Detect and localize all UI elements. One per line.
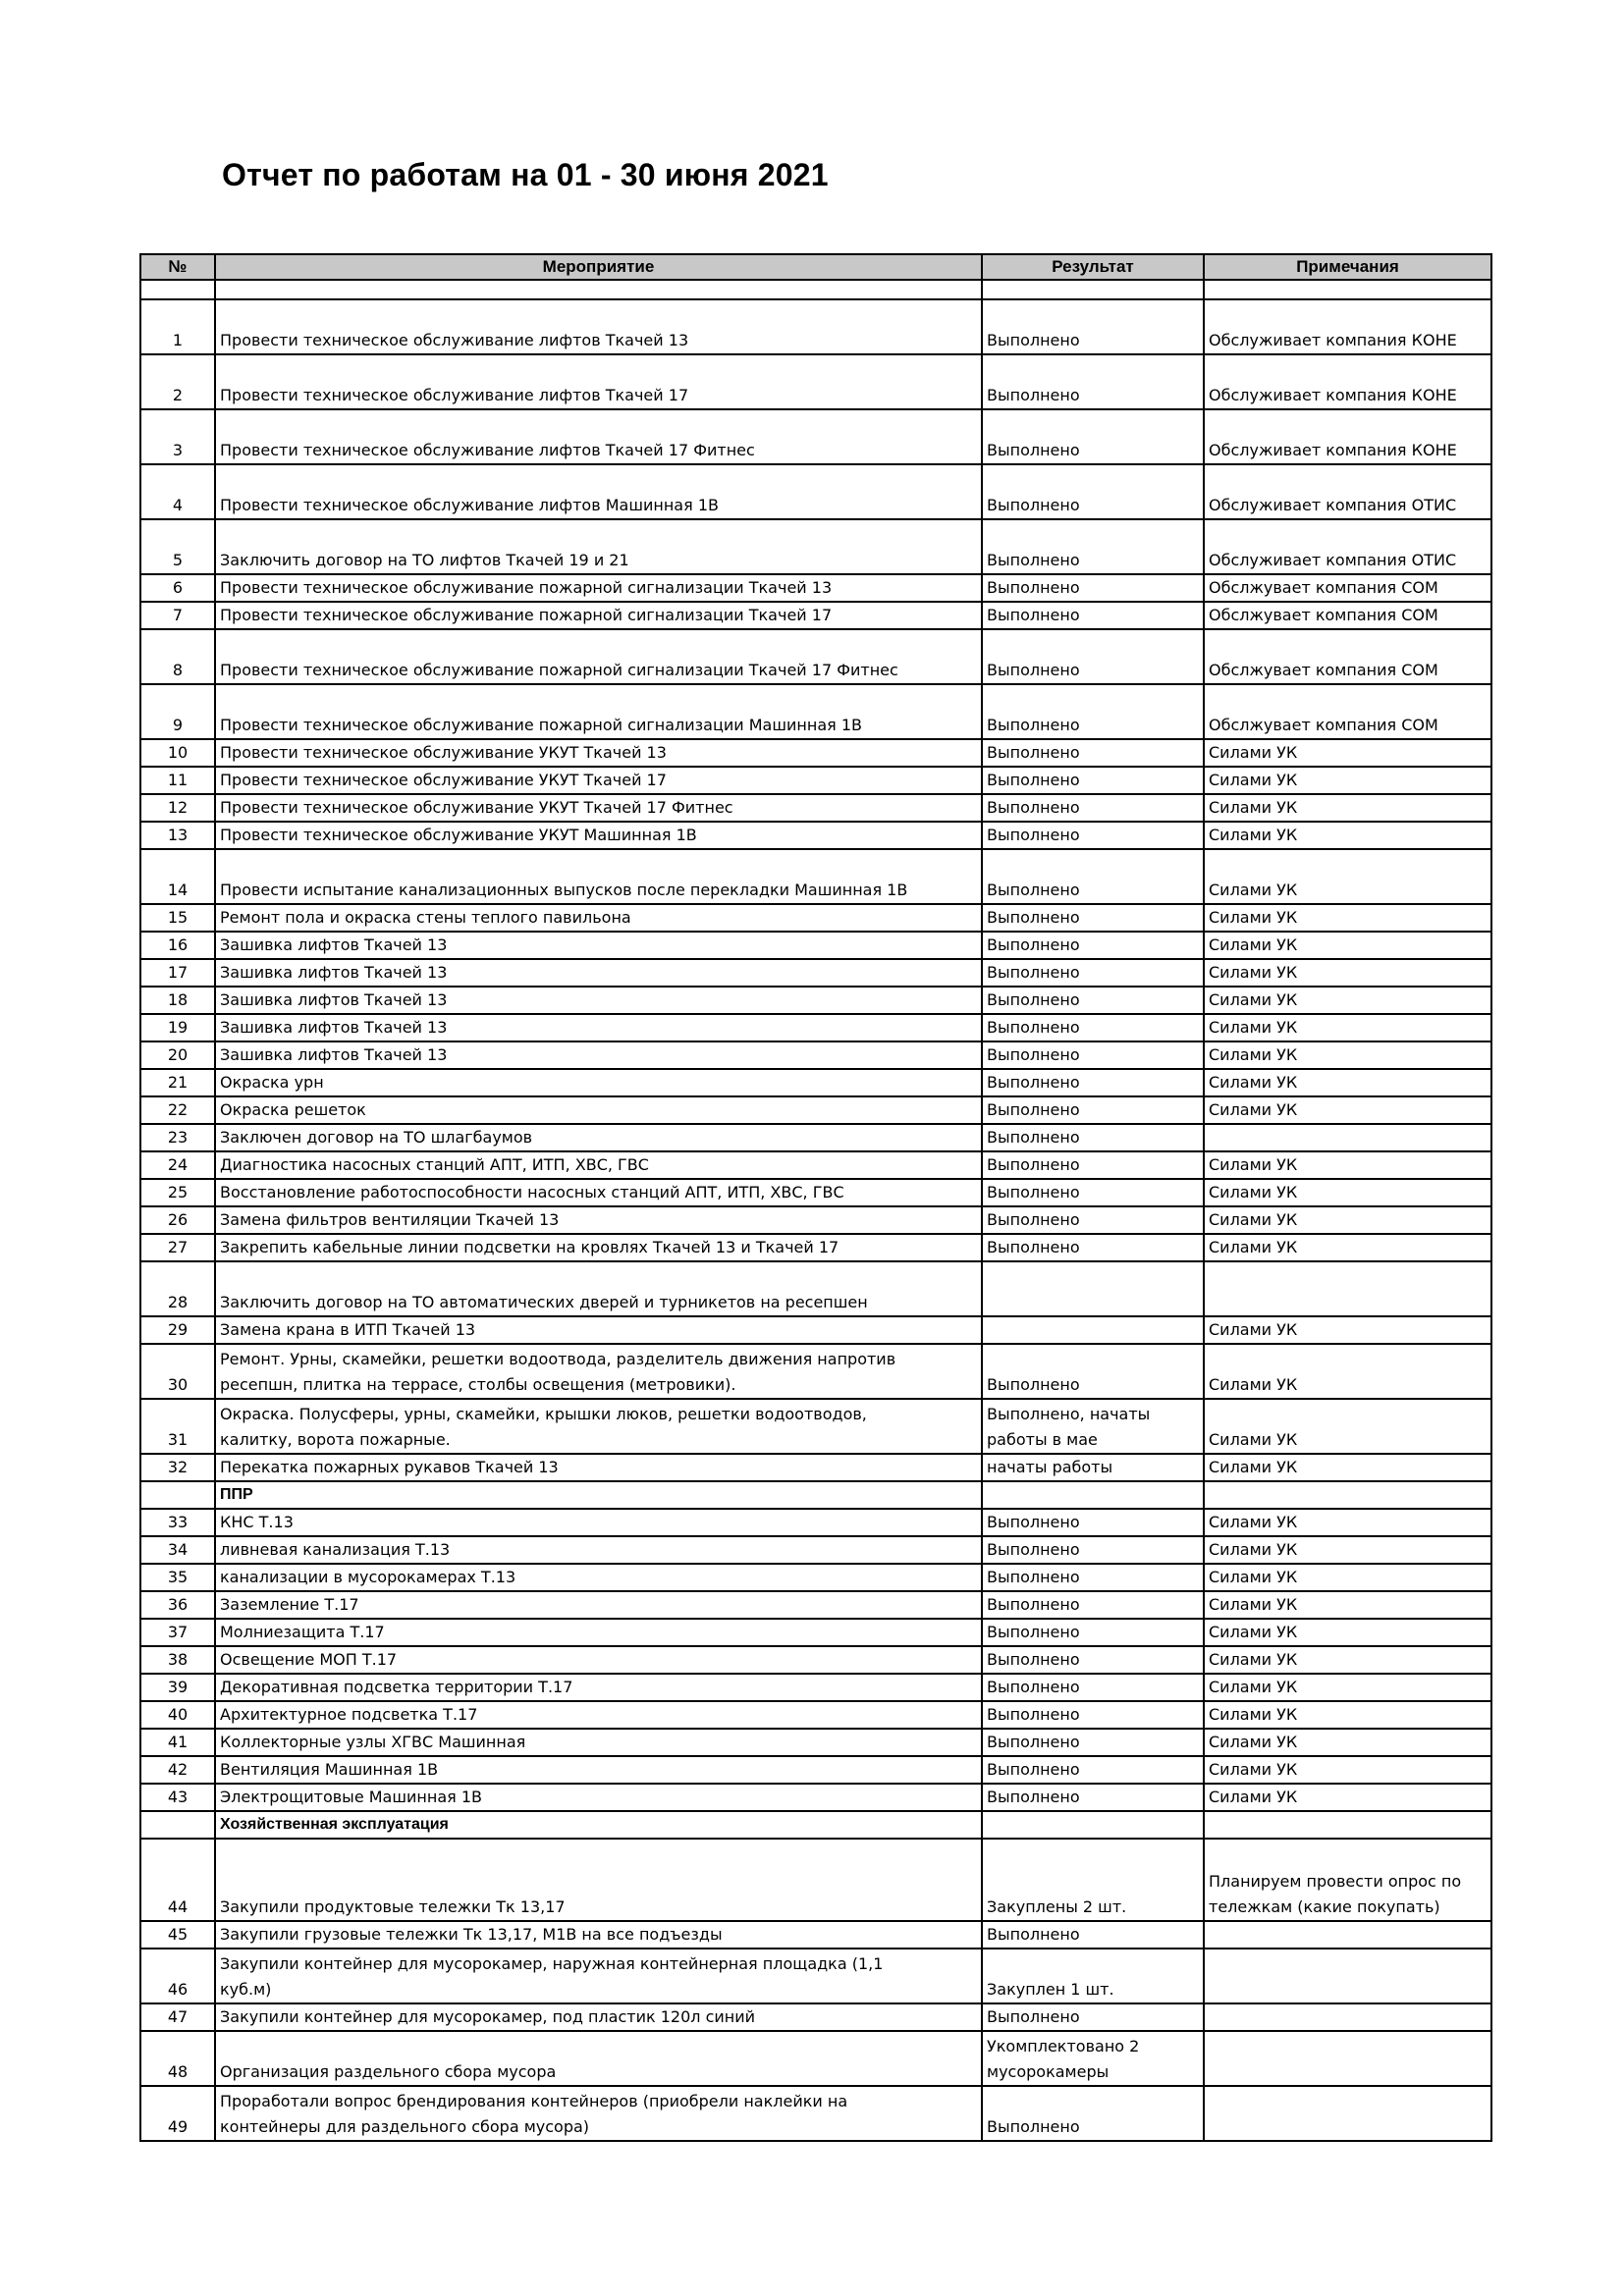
- row-number-cell: 14: [140, 849, 215, 904]
- table-row: [140, 1619, 1491, 1646]
- notes-cell: Силами УК: [1204, 1234, 1491, 1261]
- event-cell: Замена крана в ИТП Ткачей 13: [215, 1316, 982, 1344]
- notes-cell: Силами УК: [1204, 1784, 1491, 1811]
- table-header-row: [140, 254, 1491, 280]
- event-cell: КНС Т.13: [215, 1509, 982, 1536]
- event-cell: Провести техническое обслуживание пожарной сигнализации Ткачей 17 Фитнес: [215, 629, 982, 684]
- table-row: [140, 822, 1491, 849]
- table-row: [140, 987, 1491, 1014]
- table-row: [140, 794, 1491, 822]
- result-cell: Выполнено: [982, 739, 1204, 767]
- event-cell: ППР: [215, 1481, 982, 1509]
- table-row: [140, 1839, 1491, 1921]
- event-cell: Коллекторные узлы ХГВС Машинная: [215, 1729, 982, 1756]
- row-number-cell: 21: [140, 1069, 215, 1096]
- row-number-cell: 46: [140, 1949, 215, 2003]
- row-number-cell: 28: [140, 1261, 215, 1316]
- row-number-cell: 6: [140, 574, 215, 602]
- result-cell: Выполнено: [982, 519, 1204, 574]
- event-cell: Восстановление работоспособности насосных станций АПТ, ИТП, ХВС, ГВС: [215, 1179, 982, 1206]
- row-number-cell: 35: [140, 1564, 215, 1591]
- event-cell: Провести техническое обслуживание лифтов Ткачей 17: [215, 354, 982, 409]
- event-cell: Закупили контейнер для мусорокамер, под пластик 120л синий: [215, 2003, 982, 2031]
- event-cell: Провести техническое обслуживание пожарной сигнализации Машинная 1В: [215, 684, 982, 739]
- result-cell: [982, 1811, 1204, 1839]
- notes-cell: Обслуживает компания КОНЕ: [1204, 409, 1491, 464]
- table-row: [140, 1234, 1491, 1261]
- result-cell: Выполнено: [982, 1234, 1204, 1261]
- notes-cell: Силами УК: [1204, 1454, 1491, 1481]
- table-row: [140, 1701, 1491, 1729]
- result-cell: Выполнено: [982, 1124, 1204, 1151]
- table-row: [140, 849, 1491, 904]
- result-cell: Выполнено: [982, 299, 1204, 354]
- notes-cell: [1204, 1124, 1491, 1151]
- event-cell: Закрепить кабельные линии подсветки на кровлях Ткачей 13 и Ткачей 17: [215, 1234, 982, 1261]
- result-cell: Выполнено: [982, 959, 1204, 987]
- table-row: [140, 2086, 1491, 2141]
- table-row: [140, 1509, 1491, 1536]
- notes-cell: [1204, 2031, 1491, 2086]
- event-cell: Закупили продуктовые тележки Тк 13,17: [215, 1839, 982, 1921]
- event-cell: Декоративная подсветка территории Т.17: [215, 1674, 982, 1701]
- event-cell: Провести техническое обслуживание лифтов Машинная 1В: [215, 464, 982, 519]
- result-cell: Выполнено: [982, 409, 1204, 464]
- notes-cell: Обслуживает компания ОТИС: [1204, 464, 1491, 519]
- notes-cell: Силами УК: [1204, 1591, 1491, 1619]
- row-number-cell: 29: [140, 1316, 215, 1344]
- table-row: [140, 767, 1491, 794]
- table-row: [140, 299, 1491, 354]
- result-cell: Выполнено: [982, 629, 1204, 684]
- row-number-cell: 33: [140, 1509, 215, 1536]
- result-cell: Выполнено: [982, 1784, 1204, 1811]
- section-row: [140, 1481, 1491, 1509]
- event-cell: Архитектурное подсветка Т.17: [215, 1701, 982, 1729]
- notes-cell: Силами УК: [1204, 767, 1491, 794]
- row-number-cell: 30: [140, 1344, 215, 1399]
- event-cell: Заключить договор на ТО лифтов Ткачей 19 и 21: [215, 519, 982, 574]
- event-cell: Закупили контейнер для мусорокамер, наружная контейнерная площадка (1,1 куб.м): [215, 1949, 982, 2003]
- header-event: Мероприятие: [215, 254, 982, 280]
- table-row: [140, 2031, 1491, 2086]
- notes-cell: Силами УК: [1204, 987, 1491, 1014]
- event-cell: Зашивка лифтов Ткачей 13: [215, 959, 982, 987]
- event-cell: Окраска урн: [215, 1069, 982, 1096]
- row-number-cell: 24: [140, 1151, 215, 1179]
- result-cell: Закуплены 2 шт.: [982, 1839, 1204, 1921]
- event-cell: Ремонт. Урны, скамейки, решетки водоотвода, разделитель движения напротив ресепшн, плитка на террасе, столбы освещения (метровики).: [215, 1344, 982, 1399]
- notes-cell: [1204, 280, 1491, 299]
- event-cell: Провести техническое обслуживание УКУТ Машинная 1В: [215, 822, 982, 849]
- notes-cell: Планируем провести опрос по тележкам (какие покупать): [1204, 1839, 1491, 1921]
- result-cell: Выполнено: [982, 987, 1204, 1014]
- event-cell: Провести техническое обслуживание УКУТ Ткачей 17 Фитнес: [215, 794, 982, 822]
- result-cell: Выполнено: [982, 602, 1204, 629]
- section-row: [140, 1811, 1491, 1839]
- row-number-cell: 27: [140, 1234, 215, 1261]
- table-row: [140, 354, 1491, 409]
- table-row: [140, 602, 1491, 629]
- row-number-cell: 13: [140, 822, 215, 849]
- event-cell: Закупили грузовые тележки Тк 13,17, М1В на все подъезды: [215, 1921, 982, 1949]
- notes-cell: Силами УК: [1204, 1701, 1491, 1729]
- result-cell: Выполнено: [982, 2003, 1204, 2031]
- row-number-cell: 48: [140, 2031, 215, 2086]
- result-cell: [982, 1316, 1204, 1344]
- row-number-cell: 17: [140, 959, 215, 987]
- table-row: [140, 1261, 1491, 1316]
- report-title: Отчет по работам на 01 - 30 июня 2021: [222, 157, 829, 192]
- table-row: [140, 1674, 1491, 1701]
- result-cell: Выполнено: [982, 1179, 1204, 1206]
- notes-cell: Обслуживает компания ОТИС: [1204, 519, 1491, 574]
- table-row: [140, 1316, 1491, 1344]
- notes-cell: Силами УК: [1204, 1096, 1491, 1124]
- result-cell: Выполнено: [982, 354, 1204, 409]
- result-cell: Выполнено: [982, 1096, 1204, 1124]
- row-number-cell: 38: [140, 1646, 215, 1674]
- notes-cell: Силами УК: [1204, 1646, 1491, 1674]
- row-number-cell: 37: [140, 1619, 215, 1646]
- table-row: [140, 684, 1491, 739]
- result-cell: [982, 280, 1204, 299]
- row-number-cell: 4: [140, 464, 215, 519]
- row-number-cell: [140, 1481, 215, 1509]
- result-cell: Выполнено: [982, 1344, 1204, 1399]
- result-cell: Закуплен 1 шт.: [982, 1949, 1204, 2003]
- result-cell: Выполнено: [982, 1206, 1204, 1234]
- notes-cell: Обслжувает компания СОМ: [1204, 574, 1491, 602]
- result-cell: Выполнено: [982, 684, 1204, 739]
- notes-cell: Обслуживает компания КОНЕ: [1204, 354, 1491, 409]
- report-table: [139, 253, 1492, 2142]
- event-cell: Ремонт пола и окраска стены теплого павильона: [215, 904, 982, 932]
- notes-cell: [1204, 1261, 1491, 1316]
- event-cell: Провести техническое обслуживание УКУТ Ткачей 17: [215, 767, 982, 794]
- row-number-cell: [140, 1811, 215, 1839]
- row-number-cell: [140, 280, 215, 299]
- event-cell: ливневая канализация Т.13: [215, 1536, 982, 1564]
- table-row: [140, 1069, 1491, 1096]
- notes-cell: Силами УК: [1204, 1151, 1491, 1179]
- row-number-cell: 20: [140, 1041, 215, 1069]
- table-row: [140, 1179, 1491, 1206]
- event-cell: Организация раздельного сбора мусора: [215, 2031, 982, 2086]
- event-cell: Замена фильтров вентиляции Ткачей 13: [215, 1206, 982, 1234]
- row-number-cell: 40: [140, 1701, 215, 1729]
- notes-cell: Силами УК: [1204, 849, 1491, 904]
- notes-cell: [1204, 2003, 1491, 2031]
- notes-cell: Обслуживает компания КОНЕ: [1204, 299, 1491, 354]
- table-row: [140, 1564, 1491, 1591]
- notes-cell: Силами УК: [1204, 1014, 1491, 1041]
- result-cell: Выполнено: [982, 1536, 1204, 1564]
- notes-cell: Силами УК: [1204, 822, 1491, 849]
- row-number-cell: 42: [140, 1756, 215, 1784]
- row-number-cell: 32: [140, 1454, 215, 1481]
- result-cell: Выполнено: [982, 904, 1204, 932]
- row-number-cell: 15: [140, 904, 215, 932]
- table-row: [140, 1344, 1491, 1399]
- result-cell: Выполнено: [982, 1674, 1204, 1701]
- table-row: [140, 1646, 1491, 1674]
- result-cell: Выполнено: [982, 574, 1204, 602]
- table-row: [140, 1454, 1491, 1481]
- result-cell: Выполнено: [982, 1729, 1204, 1756]
- event-cell: Электрощитовые Машинная 1В: [215, 1784, 982, 1811]
- event-cell: Заключен договор на ТО шлагбаумов: [215, 1124, 982, 1151]
- table-row: [140, 1729, 1491, 1756]
- table-row: [140, 409, 1491, 464]
- event-cell: Зашивка лифтов Ткачей 13: [215, 987, 982, 1014]
- table-row: [140, 1014, 1491, 1041]
- table-row: [140, 1151, 1491, 1179]
- row-number-cell: 1: [140, 299, 215, 354]
- result-cell: Выполнено: [982, 1014, 1204, 1041]
- table-row: [140, 739, 1491, 767]
- result-cell: Выполнено: [982, 822, 1204, 849]
- notes-cell: Силами УК: [1204, 932, 1491, 959]
- row-number-cell: 41: [140, 1729, 215, 1756]
- row-number-cell: 8: [140, 629, 215, 684]
- event-cell: Диагностика насосных станций АПТ, ИТП, ХВС, ГВС: [215, 1151, 982, 1179]
- table-row: [140, 1124, 1491, 1151]
- table-row: [140, 574, 1491, 602]
- notes-cell: Силами УК: [1204, 904, 1491, 932]
- notes-cell: [1204, 2086, 1491, 2141]
- header-notes: Примечания: [1204, 254, 1491, 280]
- event-cell: Вентиляция Машинная 1В: [215, 1756, 982, 1784]
- table-row: [140, 1949, 1491, 2003]
- notes-cell: Силами УК: [1204, 1344, 1491, 1399]
- table-row: [140, 1784, 1491, 1811]
- result-cell: Выполнено: [982, 1564, 1204, 1591]
- row-number-cell: 36: [140, 1591, 215, 1619]
- row-number-cell: 11: [140, 767, 215, 794]
- result-cell: Выполнено: [982, 1646, 1204, 1674]
- result-cell: Выполнено: [982, 1591, 1204, 1619]
- notes-cell: Силами УК: [1204, 1509, 1491, 1536]
- event-cell: Заземление Т.17: [215, 1591, 982, 1619]
- notes-cell: Обслжувает компания СОМ: [1204, 602, 1491, 629]
- notes-cell: Силами УК: [1204, 1316, 1491, 1344]
- table-row: [140, 1096, 1491, 1124]
- event-cell: Освещение МОП Т.17: [215, 1646, 982, 1674]
- row-number-cell: 22: [140, 1096, 215, 1124]
- event-cell: Перекатка пожарных рукавов Ткачей 13: [215, 1454, 982, 1481]
- event-cell: Провести техническое обслуживание пожарной сигнализации Ткачей 17: [215, 602, 982, 629]
- notes-cell: [1204, 1921, 1491, 1949]
- event-cell: Провести техническое обслуживание УКУТ Ткачей 13: [215, 739, 982, 767]
- table-row: [140, 959, 1491, 987]
- table-row: [140, 932, 1491, 959]
- row-number-cell: 25: [140, 1179, 215, 1206]
- result-cell: Выполнено: [982, 849, 1204, 904]
- result-cell: Выполнено: [982, 464, 1204, 519]
- row-number-cell: 23: [140, 1124, 215, 1151]
- event-cell: Провести техническое обслуживание лифтов Ткачей 13: [215, 299, 982, 354]
- table-row: [140, 1399, 1491, 1454]
- notes-cell: Силами УК: [1204, 1069, 1491, 1096]
- event-cell: Зашивка лифтов Ткачей 13: [215, 1041, 982, 1069]
- notes-cell: Силами УК: [1204, 1674, 1491, 1701]
- result-cell: Выполнено: [982, 1619, 1204, 1646]
- table-row: [140, 629, 1491, 684]
- row-number-cell: 43: [140, 1784, 215, 1811]
- row-number-cell: 12: [140, 794, 215, 822]
- result-cell: Выполнено: [982, 2086, 1204, 2141]
- event-cell: канализации в мусорокамерах Т.13: [215, 1564, 982, 1591]
- row-number-cell: 44: [140, 1839, 215, 1921]
- event-cell: Провести техническое обслуживание пожарной сигнализации Ткачей 13: [215, 574, 982, 602]
- row-number-cell: 47: [140, 2003, 215, 2031]
- result-cell: Выполнено: [982, 1756, 1204, 1784]
- row-number-cell: 45: [140, 1921, 215, 1949]
- header-result: Результат: [982, 254, 1204, 280]
- row-number-cell: 9: [140, 684, 215, 739]
- notes-cell: Силами УК: [1204, 739, 1491, 767]
- table-row: [140, 2003, 1491, 2031]
- table-row: [140, 1756, 1491, 1784]
- notes-cell: Силами УК: [1204, 1756, 1491, 1784]
- result-cell: Выполнено: [982, 1041, 1204, 1069]
- table-row: [140, 1041, 1491, 1069]
- table-row: [140, 904, 1491, 932]
- row-number-cell: 34: [140, 1536, 215, 1564]
- table-row: [140, 1536, 1491, 1564]
- header-number: №: [140, 254, 215, 280]
- row-number-cell: 7: [140, 602, 215, 629]
- notes-cell: Силами УК: [1204, 1729, 1491, 1756]
- notes-cell: Силами УК: [1204, 1619, 1491, 1646]
- row-number-cell: 26: [140, 1206, 215, 1234]
- row-number-cell: 31: [140, 1399, 215, 1454]
- notes-cell: [1204, 1811, 1491, 1839]
- notes-cell: Силами УК: [1204, 1536, 1491, 1564]
- notes-cell: [1204, 1481, 1491, 1509]
- event-cell: Заключить договор на ТО автоматических дверей и турникетов на ресепшен: [215, 1261, 982, 1316]
- table-row: [140, 519, 1491, 574]
- event-cell: Окраска решеток: [215, 1096, 982, 1124]
- row-number-cell: 2: [140, 354, 215, 409]
- result-cell: Выполнено: [982, 1701, 1204, 1729]
- notes-cell: [1204, 1949, 1491, 2003]
- row-number-cell: 49: [140, 2086, 215, 2141]
- table-row: [140, 464, 1491, 519]
- event-cell: Хозяйственная эксплуатация: [215, 1811, 982, 1839]
- result-cell: Выполнено: [982, 1069, 1204, 1096]
- result-cell: Выполнено: [982, 1151, 1204, 1179]
- event-cell: Проработали вопрос брендирования контейнеров (приобрели наклейки на контейнеры для раздельного сбора мусора): [215, 2086, 982, 2141]
- result-cell: Выполнено: [982, 932, 1204, 959]
- event-cell: Молниезащита Т.17: [215, 1619, 982, 1646]
- table-row: [140, 1591, 1491, 1619]
- row-number-cell: 18: [140, 987, 215, 1014]
- result-cell: Выполнено: [982, 794, 1204, 822]
- event-cell: Провести техническое обслуживание лифтов Ткачей 17 Фитнес: [215, 409, 982, 464]
- row-number-cell: 39: [140, 1674, 215, 1701]
- result-cell: Выполнено, начаты работы в мае: [982, 1399, 1204, 1454]
- notes-cell: Силами УК: [1204, 1206, 1491, 1234]
- event-cell: Окраска. Полусферы, урны, скамейки, крышки люков, решетки водоотводов, калитку, ворота пожарные.: [215, 1399, 982, 1454]
- notes-cell: Обслжувает компания СОМ: [1204, 684, 1491, 739]
- table-row: [140, 1206, 1491, 1234]
- event-cell: Зашивка лифтов Ткачей 13: [215, 932, 982, 959]
- row-number-cell: 5: [140, 519, 215, 574]
- notes-cell: Силами УК: [1204, 1564, 1491, 1591]
- event-cell: Зашивка лифтов Ткачей 13: [215, 1014, 982, 1041]
- notes-cell: Силами УК: [1204, 1399, 1491, 1454]
- row-number-cell: 10: [140, 739, 215, 767]
- result-cell: Выполнено: [982, 767, 1204, 794]
- result-cell: [982, 1481, 1204, 1509]
- notes-cell: Обслжувает компания СОМ: [1204, 629, 1491, 684]
- result-cell: Выполнено: [982, 1921, 1204, 1949]
- table-row: [140, 280, 1491, 299]
- row-number-cell: 16: [140, 932, 215, 959]
- row-number-cell: 19: [140, 1014, 215, 1041]
- notes-cell: Силами УК: [1204, 794, 1491, 822]
- notes-cell: Силами УК: [1204, 959, 1491, 987]
- notes-cell: Силами УК: [1204, 1179, 1491, 1206]
- row-number-cell: 3: [140, 409, 215, 464]
- result-cell: Выполнено: [982, 1509, 1204, 1536]
- result-cell: Укомплектовано 2 мусорокамеры: [982, 2031, 1204, 2086]
- result-cell: начаты работы: [982, 1454, 1204, 1481]
- result-cell: [982, 1261, 1204, 1316]
- event-cell: Провести испытание канализационных выпусков после перекладки Машинная 1В: [215, 849, 982, 904]
- table-row: [140, 1921, 1491, 1949]
- event-cell: [215, 280, 982, 299]
- notes-cell: Силами УК: [1204, 1041, 1491, 1069]
